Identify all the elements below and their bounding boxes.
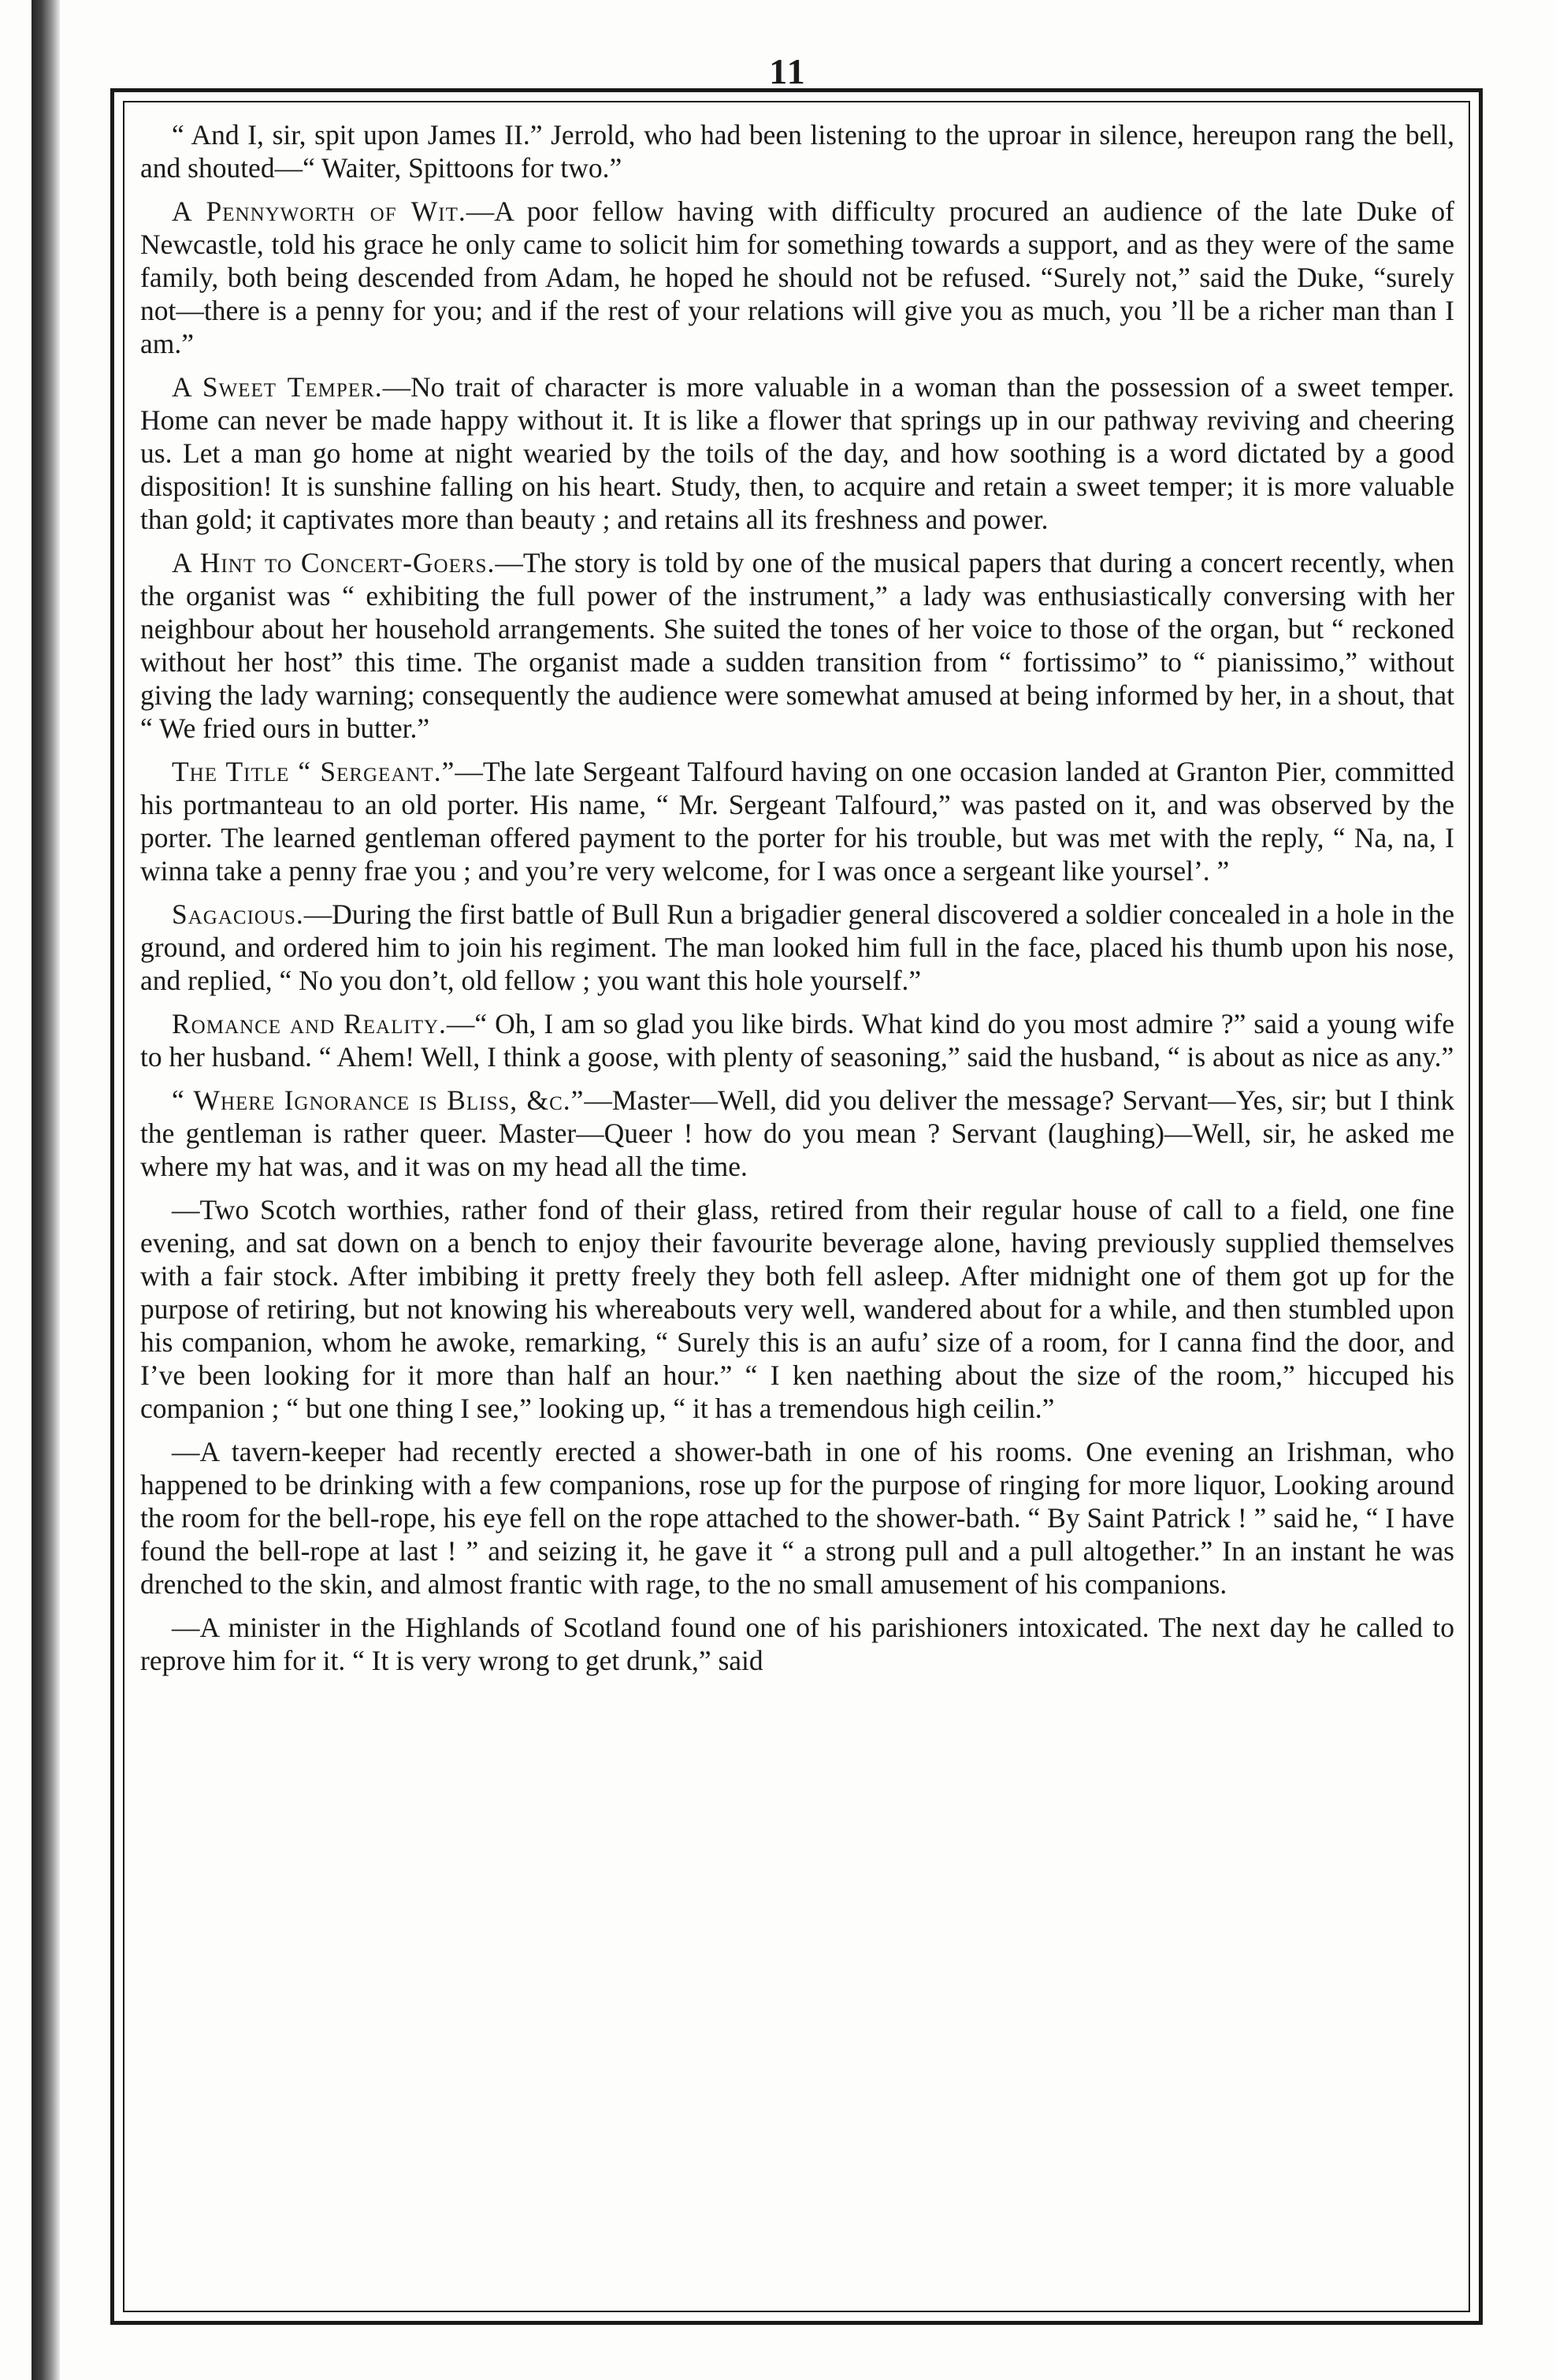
paragraph-heading: Sagacious. — [172, 898, 304, 930]
paragraph-text: —A tavern-keeper had recently erected a shower-bath in one of his rooms. One evening an Irishman, who happened to be drinking with a few companions, rose up for the purpose of ringing for more liquor, Looking around the room for the bell-rope, his eye fell on the rope attached to the shower-bath. “ By Saint Patrick ! ” said he, “ I have found the bell-rope at last ! ” and seizing it, he gave it “ a strong pull and a pull altogether.” In an instant he was drenched to the skin, and almost frantic with rage, to the no small amusement of his companions. — [140, 1436, 1454, 1600]
paragraph-heading: The Title “ Sergeant.” — [172, 756, 455, 787]
paragraph-pennyworth-of-wit — [140, 195, 1454, 360]
paragraph-ignorance-bliss — [140, 1084, 1454, 1183]
paragraph-heading: A Sweet Temper. — [172, 371, 383, 403]
paragraph-jerrold — [140, 118, 1454, 184]
paragraph-romance-reality — [140, 1007, 1454, 1073]
paragraph-heading: A Pennyworth of Wit. — [172, 195, 466, 227]
paragraph-text: —The late Sergeant Talfourd having on one occasion landed at Granton Pier, committed his portmanteau to an old porter. His name, “ Mr. Sergeant Talfourd,” was pasted on it, and was observed by the porter. The learned gentleman offered payment to the porter for his trouble, but was met with the reply, “ Na, na, I winna take a penny frae you ; and you’re very welcome, for I was once a sergeant like yoursel’. ” — [140, 756, 1454, 887]
paragraph-sagacious — [140, 898, 1454, 997]
paragraph-text: —No trait of character is more valuable in a woman than the possession of a sweet temper. Home can never be made happy without it. It is like a flower that springs up in our pathway reviving and cheering us. Let a man go home at night wearied by the toils of the day, and how soothing is a word dictated by a good disposition! It is sunshine falling on his heart. Study, then, to acquire and retain a sweet temper; it is more valuable than gold; it captivates more than beauty ; and retains all its freshness and power. — [140, 371, 1454, 535]
paragraph-scotch-worthies — [140, 1193, 1454, 1425]
paragraph-text: —During the first battle of Bull Run a brigadier general discovered a soldier concealed in a hole in the ground, and ordered him to join his regiment. The man looked him full in the face, placed his thumb upon his nose, and replied, “ No you don’t, old fellow ; you want this hole yourself.” — [140, 898, 1454, 996]
paragraph-text: —The story is told by one of the musical papers that during a concert recently, when the organist was “ exhibiting the full power of the instrument,” a lady was enthusiastically conversing with her neighbour about her household arrangements. She suited the tones of her voice to those of the organ, but “ reckoned without her host” this time. The organist made a sudden transition from “ fortissimo” to “ pianissimo,” without giving the lady warning; consequently the audience were somewhat amused at being informed by her, in a shout, that “ We fried ours in butter.” — [140, 547, 1454, 744]
paragraph-text: —Two Scotch worthies, rather fond of their glass, retired from their regular house of call to a field, one fine evening, and sat down on a bench to enjoy their favourite beverage alone, having previously supplied themselves with a fair stock. After imbibing it pretty freely they both fell asleep. After midnight one of them got up for the purpose of retiring, but not knowing his whereabouts very well, wandered about for a while, and then stumbled upon his companion, whom he awoke, remarking, “ Surely this is an aufu’ size of a room, for I canna find the door, and I’ve been looking for it more than half an hour.” “ I ken naething about the size of the room,” hiccuped his companion ; “ but one thing I see,” looking up, “ it has a tremendous high ceilin.” — [140, 1194, 1454, 1424]
paragraph-heading: A Hint to Concert-Goers. — [172, 547, 496, 578]
paragraph-text: “ And I, sir, spit upon James II.” Jerrold, who had been listening to the uproar in silence, hereupon rang the bell, and shouted—“ Waiter, Spittoons for two.” — [140, 119, 1454, 184]
paragraph-tavern-keeper — [140, 1435, 1454, 1601]
paragraph-title-sergeant — [140, 755, 1454, 887]
paragraph-text: —A minister in the Highlands of Scotland found one of his parishioners intoxicated. The next day he called to reprove him for it. “ It is very wrong to get drunk,” said — [140, 1612, 1454, 1676]
paragraph-heading: Romance and Reality. — [172, 1008, 447, 1039]
paragraph-highland-minister — [140, 1611, 1454, 1677]
paragraph-sweet-temper — [140, 370, 1454, 536]
paragraph-text: —Master—Well, did you deliver the message? Servant—Yes, sir; but I think the gentleman is rather queer. Master—Queer ! how do you mean ? Servant (laughing)—Well, sir, he asked me where my hat was, and it was on my head all the time. — [140, 1084, 1454, 1182]
paragraph-text: —“ Oh, I am so glad you like birds. What kind do you most admire ?” said a young wife to her husband. “ Ahem! Well, I think a goose, with plenty of seasoning,” said the husband, “ is about as nice as any.” — [140, 1008, 1454, 1073]
paragraph-heading: “ Where Ignorance is Bliss, &c.” — [172, 1084, 585, 1116]
page-number: 11 — [769, 51, 807, 91]
article-text-column — [140, 118, 1454, 2301]
paragraph-text: —A poor fellow having with difficulty procured an audience of the late Duke of Newcastle, told his grace he only came to solicit him for something towards a support, and as they were of the same family, both being descended from Adam, he hoped he should not be refused. “Surely not,” said the Duke, “surely not—there is a penny for you; and if the rest of your relations will give you as much, you ’ll be a richer man than I am.” — [140, 195, 1454, 359]
paragraph-concert-goers — [140, 546, 1454, 745]
page-binding-edge — [32, 0, 60, 2380]
